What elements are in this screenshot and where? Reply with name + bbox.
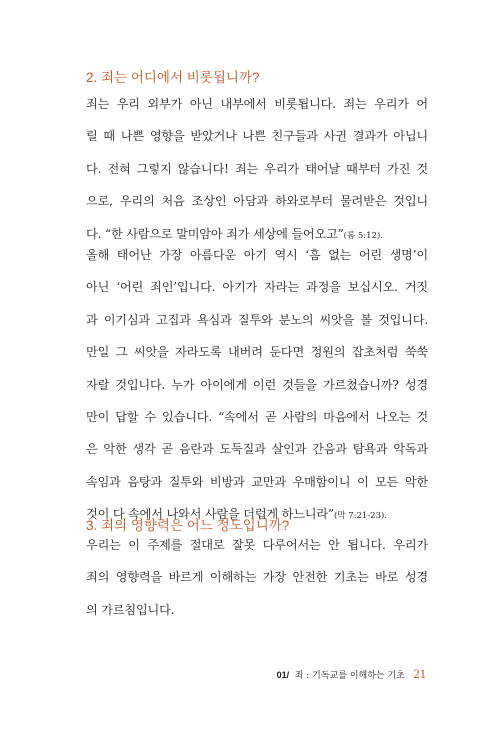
text-line: 자랄 것입니다. 누가 아이에게 이런 것들을 가르쳤습니까? 성경 xyxy=(86,377,428,392)
text-line-body: 다. “한 사람으로 말미암아 죄가 세상에 들어오고” xyxy=(86,226,344,241)
paragraph-sin-origin xyxy=(86,88,428,250)
page-footer xyxy=(277,667,426,682)
text-line: 죄는 우리 외부가 아닌 내부에서 비롯됩니다. 죄는 우리가 어 xyxy=(86,97,428,111)
running-title: 죄 : 기독교를 이해하는 기초 xyxy=(294,671,405,681)
text-line: 으로, 우리의 처음 조상인 아담과 하와로부터 물려받은 것입니 xyxy=(86,194,428,209)
text-line: 은 악한 생각 곧 음란과 도둑질과 살인과 간음과 탐욕과 악독과 xyxy=(86,442,428,457)
text-line: 올해 태어난 가장 아름다운 아기 역시 ‘흠 없는 어린 생명’이 xyxy=(86,248,428,262)
text-line: 속임과 음탕과 질투와 비방과 교만과 우매함이니 이 모든 악한 xyxy=(86,474,428,489)
text-line: 만이 답할 수 있습니다. “속에서 곧 사람의 마음에서 나오는 것 xyxy=(86,409,428,424)
paragraph-young-sinner xyxy=(86,239,428,531)
chapter-number: 01/ xyxy=(276,670,290,680)
text-line: 우리는 이 주제를 절대로 잘못 다루어서는 안 됩니다. 우리가 xyxy=(86,538,428,552)
text-line: 아닌 ‘어린 죄인’입니다. 아기가 자라는 과정을 보십시오. 거짓 xyxy=(86,280,428,295)
scripture-reference: (롬 5:12). xyxy=(343,230,384,241)
text-line: 의 가르침입니다. xyxy=(86,602,175,617)
page-number: 21 xyxy=(413,667,426,681)
section-heading-3: 3. 죄의 영향력은 어느 정도입니까? xyxy=(86,518,290,533)
text-line: 다. 전혀 그렇지 않습니다! 죄는 우리가 태어날 때부터 가진 것 xyxy=(86,161,428,176)
text-line: 릴 때 나쁜 영향을 받았거나 나쁜 친구들과 사귄 결과가 아닙니 xyxy=(86,129,428,144)
section-heading-2: 2. 죄는 어디에서 비롯됩니까? xyxy=(86,70,260,85)
text-line: 만일 그 씨앗을 자라도록 내버려 둔다면 정원의 잡초처럼 쑥쑥 xyxy=(86,345,428,360)
scripture-reference: (막 7:21-23). xyxy=(333,511,387,522)
text-line: 과 이기심과 고집과 욕심과 질투와 분노의 씨앗을 볼 것입니다. xyxy=(86,312,428,327)
text-line: 죄의 영향력을 바르게 이해하는 가장 안전한 기초는 바로 성경 xyxy=(86,570,428,585)
text-line-body: 것이 다 속에서 나와서 사람을 더럽게 하느니라” xyxy=(86,507,334,522)
paragraph-sin-influence xyxy=(86,529,428,626)
